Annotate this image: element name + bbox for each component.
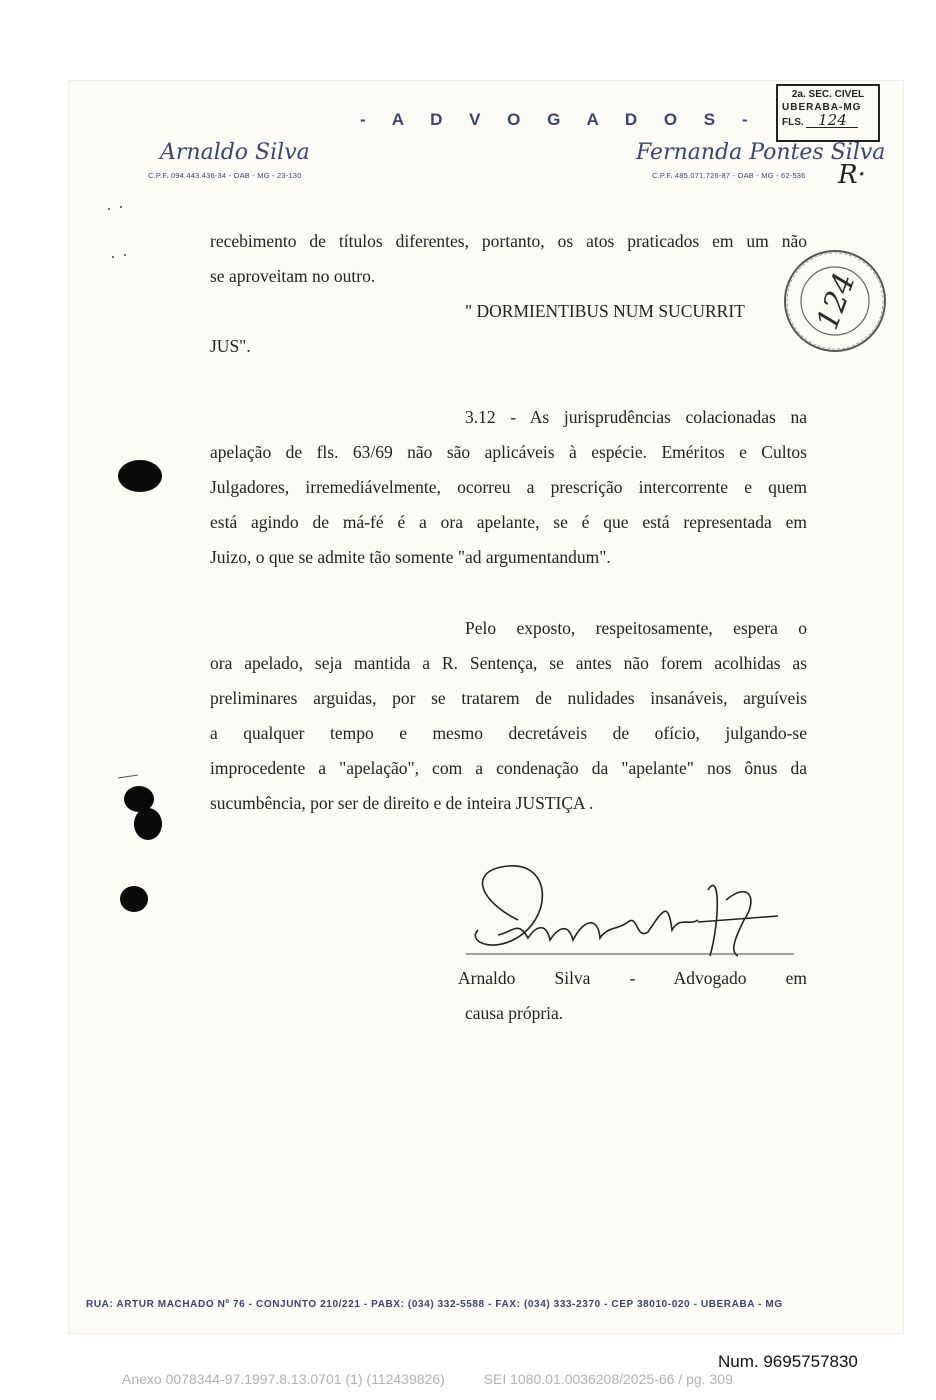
handwritten-signature — [458, 860, 798, 970]
annex-reference: Anexo 0078344-97.1997.8.13.0701 (1) (112439826) SEI 1080.01.0036208/2025-66 / pg. 309 — [122, 1371, 733, 1387]
p2-line2: JUS". — [210, 336, 251, 356]
signature-line2: causa própria. — [465, 1003, 564, 1023]
p4-line2: ora apelado, seja mantida a R. Sentença, se antes não forem acolhidas as — [210, 653, 807, 673]
p1-line2: se aproveitam no outro. — [210, 266, 376, 286]
letterhead-right-name: Fernanda Pontes Silva — [636, 140, 886, 165]
signature-line1: Arnaldo Silva - Advogado em — [458, 968, 807, 988]
p3-line2: apelação de fls. 63/69 não são aplicáveis à espécie. Eméritos e Cultos — [210, 442, 807, 462]
p4-line1: Pelo exposto, respeitosamente, espera o — [465, 618, 807, 638]
seal-page-number: 124 — [810, 268, 863, 335]
letterhead-left-cpf: C.P.F. 094.443.436-34 - OAB - MG - 23-130 — [148, 171, 302, 180]
punch-hole-blot — [120, 886, 148, 912]
punch-hole-blot — [134, 808, 162, 840]
stamp-line-2: UBERABA-MG — [782, 102, 862, 113]
stamp-fls-label: FLS. — [782, 117, 804, 128]
court-stamp — [776, 84, 880, 142]
letterhead-title: - A D V O G A D O S - — [360, 110, 759, 129]
p2-line1: " DORMIENTIBUS NUM SUCURRIT — [465, 301, 745, 321]
p1-line1: recebimento de títulos diferentes, portanto, os atos praticados em um não — [210, 231, 807, 251]
scan-speck — [112, 256, 114, 258]
initial-mark: R· — [838, 160, 866, 190]
p3-line5: Juizo, o que se admite tão somente "ad argumentandum". — [210, 547, 611, 567]
stamp-line-1: 2a. SEC. CIVEL — [791, 89, 865, 100]
p3-line3: Julgadores, irremediávelmente, ocorreu a prescrição intercorrente e quem — [210, 477, 807, 497]
scan-speck — [120, 206, 122, 208]
p4-line5: improcedente a "apelação", com a condenação da "apelante" nos ônus da — [210, 758, 807, 778]
footer-address: RUA: ARTUR MACHADO Nº 76 - CONJUNTO 210/221 - PABX: (034) 332-5588 - FAX: (034) 333-2370 - CEP 38010-020 - UBERABA - MG — [86, 1299, 783, 1310]
p4-line4: a qualquer tempo e mesmo decretáveis de ofício, julgando-se — [210, 723, 807, 743]
document-number: Num. 9695757830 — [718, 1352, 858, 1371]
p4-line6: sucumbência, por ser de direito e de inteira JUSTIÇA . — [210, 793, 594, 813]
punch-hole-blot — [118, 460, 162, 492]
stamp-line-3 — [782, 111, 874, 129]
scan-speck — [124, 254, 126, 256]
p4-line3: preliminares arguidas, por se tratarem de nulidades insanáveis, arguíveis — [210, 688, 807, 708]
p3-line4: está agindo de má-fé é a ora apelante, se é que está representada em — [210, 512, 807, 532]
letterhead-right-cpf: C.P.F. 485.071.726-87 - OAB - MG - 62-536 — [652, 171, 806, 180]
letterhead-left-name: Arnaldo Silva — [160, 140, 310, 165]
stamp-fls-value: 124 — [806, 114, 858, 128]
p3-line1: 3.12 - As jurisprudências colacionadas na — [465, 407, 807, 427]
scan-speck — [108, 208, 110, 210]
